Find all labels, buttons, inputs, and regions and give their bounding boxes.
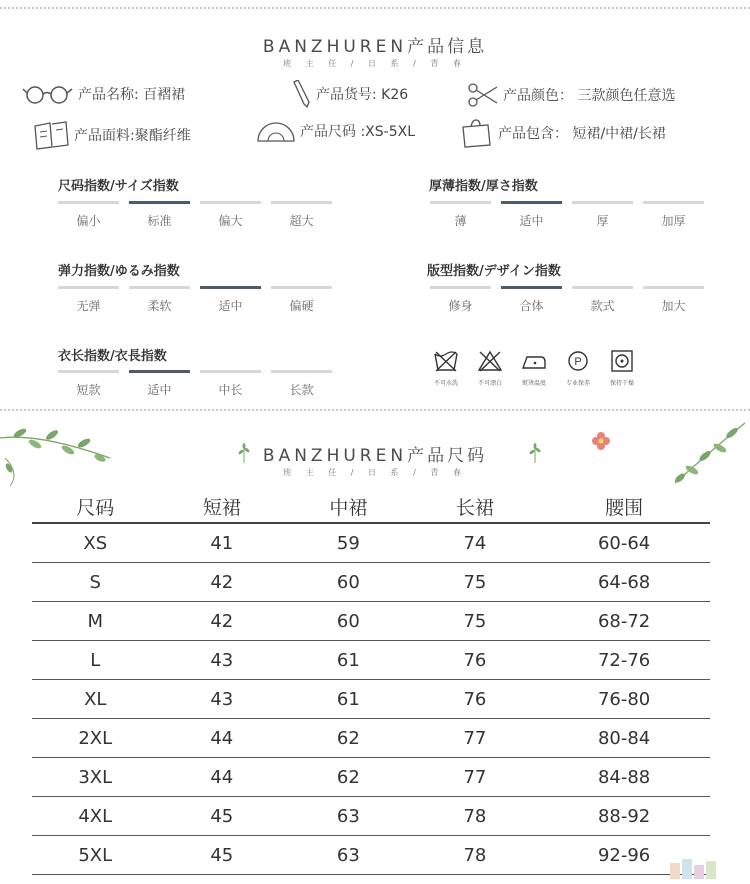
scale-label: 长款 [289, 383, 314, 397]
table-cell: 77 [412, 758, 539, 797]
table-cell: M [32, 602, 159, 641]
design-option [643, 286, 704, 314]
corner-decoration-icon [668, 855, 728, 881]
size-fit-option [129, 201, 190, 229]
scale-label: 偏大 [218, 214, 243, 228]
scale-bar [58, 286, 119, 289]
length-option [58, 370, 119, 398]
scale-bar [271, 370, 332, 373]
header-waist: 腰围 [538, 490, 710, 523]
scale-label: 薄 [454, 214, 467, 228]
table-cell: XS [32, 523, 159, 563]
no-wash-icon [433, 350, 459, 372]
table-row [32, 719, 710, 758]
size-fit-title: 尺码指数/サイズ指数 [58, 179, 179, 194]
scale-bar [501, 201, 562, 204]
table-cell: 68-72 [538, 602, 710, 641]
scale-label: 中长 [218, 383, 243, 397]
scale-label: 适中 [218, 299, 243, 313]
table-cell: 44 [159, 758, 286, 797]
elasticity-option [200, 286, 261, 314]
table-cell: 88-92 [538, 797, 710, 836]
size-chart-title: BANZHUREN产品尺码 [262, 446, 488, 466]
table-cell: 5XL [32, 836, 159, 875]
table-cell: 74 [412, 523, 539, 563]
table-row [32, 563, 710, 602]
protractor-icon [256, 119, 296, 143]
scale-bar [129, 370, 190, 373]
dry-item [608, 350, 636, 387]
table-cell: 42 [159, 563, 286, 602]
scale-bar [430, 286, 491, 289]
thickness-option [430, 201, 491, 229]
scale-bar [129, 201, 190, 204]
scale-label: 适中 [519, 214, 544, 228]
elasticity-title: 弹力指数/ゆるみ指数 [58, 264, 180, 279]
scale-bar [643, 201, 704, 204]
table-row [32, 641, 710, 680]
tumble-dry-icon [609, 350, 635, 372]
design-option [501, 286, 562, 314]
table-cell: 84-88 [538, 758, 710, 797]
scissors-icon [467, 81, 499, 109]
table-cell: 75 [412, 563, 539, 602]
table-cell: 42 [159, 602, 286, 641]
length-title: 衣长指数/衣長指数 [58, 349, 167, 364]
product-includes: 产品包含： 短裙/中裙/长裙 [460, 118, 666, 148]
care-icons [432, 350, 636, 387]
table-cell: 78 [412, 836, 539, 875]
dry-label: 保持干燥 [609, 380, 634, 387]
dry-clean-icon [565, 350, 591, 372]
thickness-scale [430, 201, 704, 229]
table-cell: 62 [285, 758, 412, 797]
design-option [572, 286, 633, 314]
elasticity-option [58, 286, 119, 314]
scale-label: 修身 [448, 299, 473, 313]
thickness-option [501, 201, 562, 229]
table-cell: 80-84 [538, 719, 710, 758]
scale-bar [643, 286, 704, 289]
no-bleach-item [476, 350, 504, 387]
scale-label: 款式 [590, 299, 615, 313]
table-cell: 45 [159, 797, 286, 836]
table-cell: 44 [159, 719, 286, 758]
scale-bar [200, 370, 261, 373]
table-cell: 92-96 [538, 836, 710, 875]
scale-bar [501, 286, 562, 289]
scale-bar [271, 286, 332, 289]
design-option [430, 286, 491, 314]
scale-label: 短款 [76, 383, 101, 397]
book-icon [32, 120, 70, 150]
no-bleach-icon [477, 350, 503, 372]
table-cell: 45 [159, 836, 286, 875]
info-subtitle: 班 主 任 / 日 系 / 青 春 [283, 59, 467, 68]
size-fit-option [200, 201, 261, 229]
table-cell: 62 [285, 719, 412, 758]
header-mid-skirt: 中裙 [285, 490, 412, 523]
table-cell: 76 [412, 680, 539, 719]
length-option [129, 370, 190, 398]
scale-label: 适中 [147, 383, 172, 397]
scale-bar [271, 201, 332, 204]
iron-icon [521, 350, 547, 372]
size-chart-header-row [32, 490, 710, 523]
table-row [32, 680, 710, 719]
product-fabric: 产品面料:聚酯纤维 [32, 120, 191, 150]
pencil-icon [290, 80, 312, 108]
table-cell: 3XL [32, 758, 159, 797]
length-option [271, 370, 332, 398]
scale-bar [572, 201, 633, 204]
scale-bar [200, 286, 261, 289]
top-divider [0, 7, 750, 9]
scale-label: 加大 [661, 299, 686, 313]
table-cell: 77 [412, 719, 539, 758]
scale-bar [129, 286, 190, 289]
scale-bar [572, 286, 633, 289]
product-color: 产品颜色： 三款颜色任意选 [467, 81, 675, 109]
length-scale [58, 370, 332, 398]
no-wash-item [432, 350, 460, 387]
elasticity-option [271, 286, 332, 314]
scale-bar [200, 201, 261, 204]
table-cell: 72-76 [538, 641, 710, 680]
section-divider [0, 409, 750, 411]
table-cell: 60-64 [538, 523, 710, 563]
pro-clean-label: 专业保养 [565, 380, 590, 387]
size-chart-subtitle: 班 主 任 / 日 系 / 青 春 [283, 468, 467, 477]
table-cell: 43 [159, 680, 286, 719]
product-sku: 产品货号: K26 [290, 80, 408, 108]
bag-icon [460, 118, 494, 148]
scale-label: 标准 [147, 214, 172, 228]
scale-label: 合体 [519, 299, 544, 313]
table-cell: 76-80 [538, 680, 710, 719]
scale-label: 偏小 [76, 214, 101, 228]
table-row [32, 797, 710, 836]
table-cell: S [32, 563, 159, 602]
low-iron-label: 熨烫温度 [521, 380, 546, 387]
table-cell: 2XL [32, 719, 159, 758]
thickness-option [572, 201, 633, 229]
low-iron-item [520, 350, 548, 387]
header-short-skirt: 短裙 [159, 490, 286, 523]
table-cell: 61 [285, 641, 412, 680]
table-row [32, 758, 710, 797]
table-row [32, 523, 710, 563]
table-cell: 63 [285, 797, 412, 836]
table-cell: 60 [285, 563, 412, 602]
table-cell: 43 [159, 641, 286, 680]
info-title: BANZHUREN产品信息 [262, 37, 488, 57]
thickness-title: 厚薄指数/厚さ指数 [429, 179, 538, 194]
table-cell: 41 [159, 523, 286, 563]
scale-label: 厚 [596, 214, 609, 228]
table-cell: 59 [285, 523, 412, 563]
scale-label: 柔软 [147, 299, 172, 313]
size-fit-scale [58, 201, 332, 229]
table-cell: 63 [285, 836, 412, 875]
table-cell: 64-68 [538, 563, 710, 602]
no-wash-label: 不可水洗 [433, 380, 458, 387]
table-cell: 4XL [32, 797, 159, 836]
table-cell: 61 [285, 680, 412, 719]
pro-clean-item [564, 350, 592, 387]
scale-bar [58, 370, 119, 373]
table-cell: 78 [412, 797, 539, 836]
design-title: 版型指数/デザイン指数 [427, 264, 561, 279]
scale-bar [430, 201, 491, 204]
size-fit-option [271, 201, 332, 229]
thickness-option [643, 201, 704, 229]
table-cell: 60 [285, 602, 412, 641]
scale-label: 偏硬 [289, 299, 314, 313]
header-size: 尺码 [32, 490, 159, 523]
elasticity-scale [58, 286, 332, 314]
table-cell: L [32, 641, 159, 680]
table-cell: 75 [412, 602, 539, 641]
size-fit-option [58, 201, 119, 229]
elasticity-option [129, 286, 190, 314]
scale-label: 无弹 [76, 299, 101, 313]
design-scale [430, 286, 704, 314]
no-bleach-label: 不可漂白 [477, 380, 502, 387]
table-cell: 76 [412, 641, 539, 680]
size-chart-table [32, 490, 710, 875]
scale-label: 加厚 [661, 214, 686, 228]
scale-label: 超大 [289, 214, 314, 228]
table-row [32, 836, 710, 875]
glasses-icon [22, 83, 74, 105]
table-cell: XL [32, 680, 159, 719]
length-option [200, 370, 261, 398]
product-size: 产品尺码 :XS-5XL [256, 119, 415, 143]
table-row [32, 602, 710, 641]
header-long-skirt: 长裙 [412, 490, 539, 523]
scale-bar [58, 201, 119, 204]
svg-text:P: P [574, 356, 582, 368]
product-name: 产品名称: 百褶裙 [22, 83, 185, 105]
